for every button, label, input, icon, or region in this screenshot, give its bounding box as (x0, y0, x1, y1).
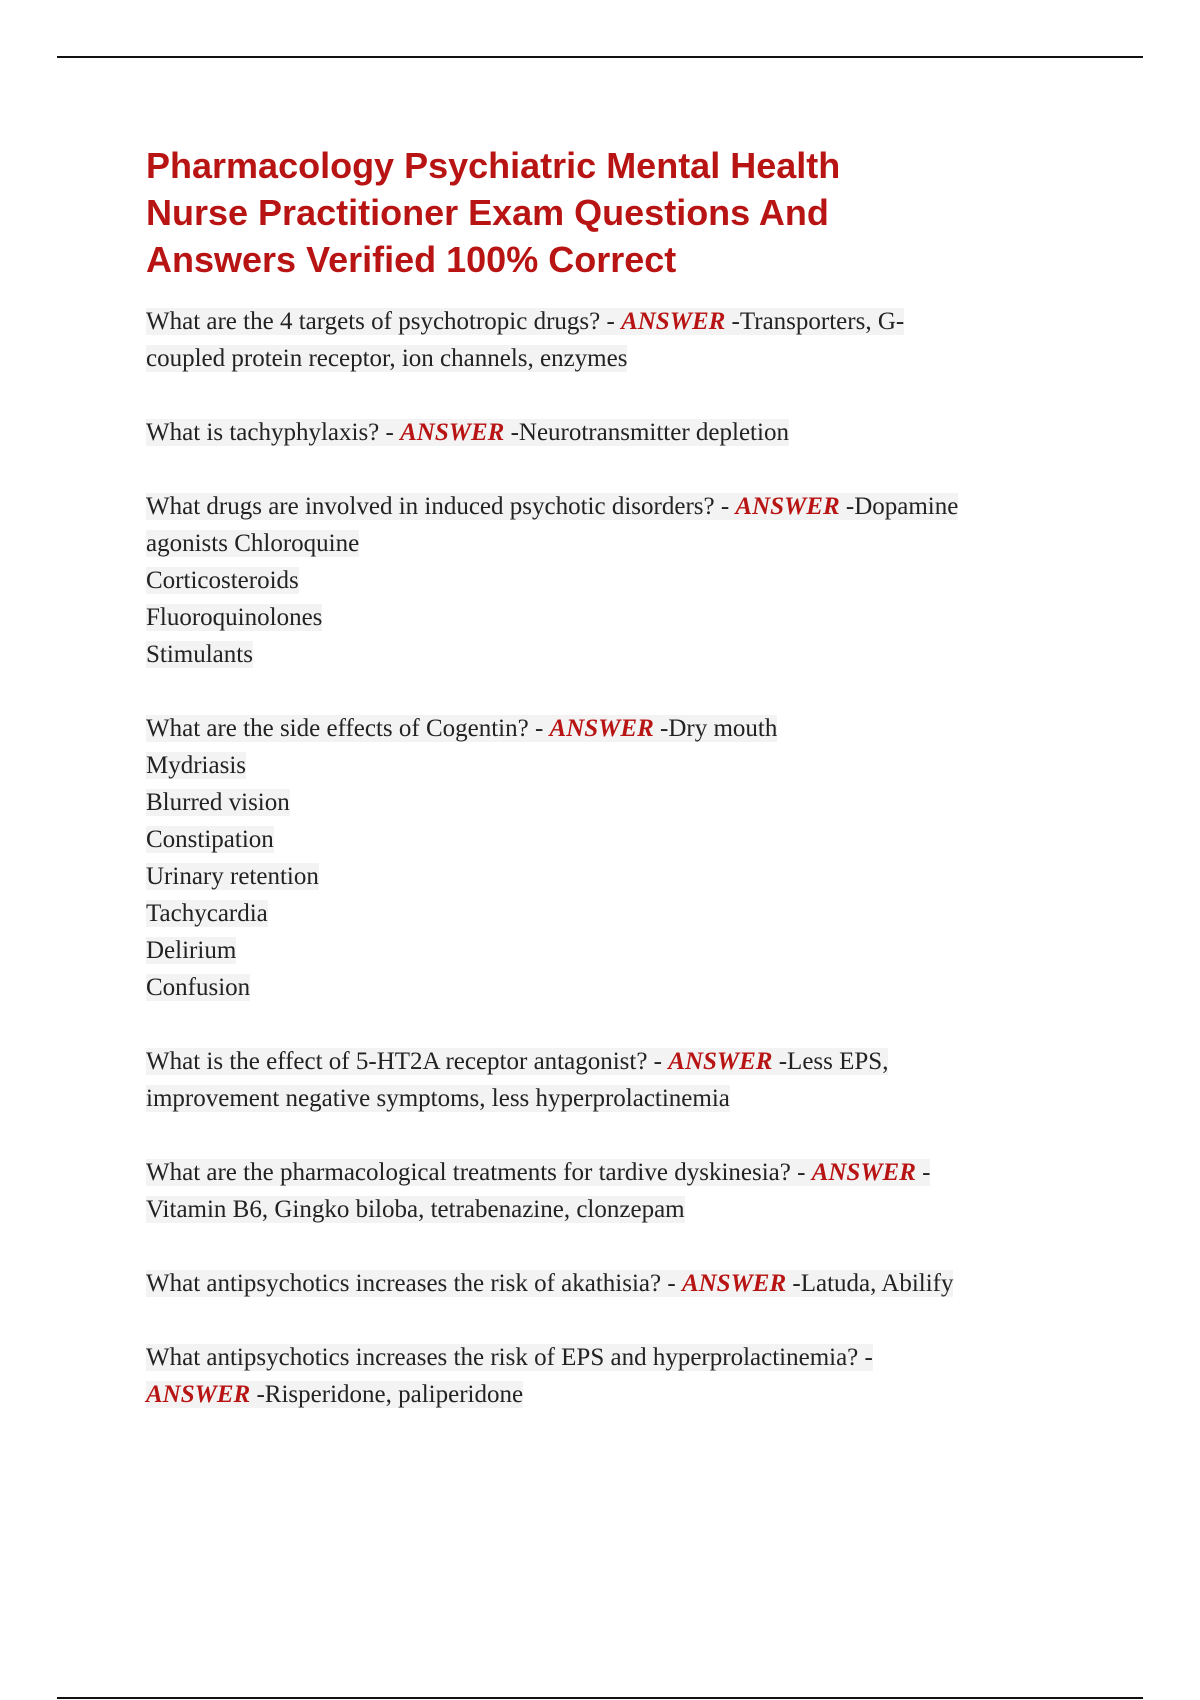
title-line: Answers Verified 100% Correct (146, 239, 677, 280)
question-text: What are the side effects of Cogentin? - (146, 715, 550, 742)
answer-line: agonists Chloroquine (146, 530, 360, 557)
answer-line: coupled protein receptor, ion channels, enzymes (146, 345, 628, 372)
answer-label: ANSWER (400, 419, 505, 446)
answer-label: ANSWER (621, 308, 726, 335)
answer-line: Constipation (146, 826, 274, 853)
answer-text: -Dry mouth (653, 715, 778, 742)
top-rule (57, 56, 1143, 58)
title-line: Nurse Practitioner Exam Questions And (146, 192, 829, 233)
answer-label: ANSWER (811, 1159, 916, 1186)
answer-label: ANSWER (146, 1381, 251, 1408)
answer-text: - (915, 1159, 931, 1186)
qa-item (146, 710, 1076, 1006)
qa-item (146, 1265, 1076, 1302)
question-text: What are the 4 targets of psychotropic drugs? - (146, 308, 622, 335)
answer-line: Delirium (146, 937, 237, 964)
answer-line: Fluoroquinolones (146, 604, 323, 631)
answer-line: Stimulants (146, 641, 253, 668)
answer-line: Vitamin B6, Gingko biloba, tetrabenazine, clonzepam (146, 1196, 685, 1223)
answer-text: -Dopamine (839, 493, 959, 520)
answer-line: Mydriasis (146, 752, 246, 779)
question-text: What are the pharmacological treatments for tardive dyskinesia? - (146, 1159, 812, 1186)
qa-item (146, 1154, 1076, 1228)
answer-label: ANSWER (681, 1270, 787, 1297)
answer-label: ANSWER (735, 493, 840, 520)
qa-item (146, 1339, 1076, 1413)
qa-item (146, 303, 1076, 377)
answer-line: Tachycardia (146, 900, 268, 927)
answer-line: Confusion (146, 974, 251, 1001)
answer-text: -Transporters, G- (725, 308, 905, 335)
answer-text: -Less EPS, (772, 1048, 889, 1075)
question-text: What drugs are involved in induced psychotic disorders? - (146, 493, 736, 520)
document-body (146, 142, 1076, 1450)
answer-line: improvement negative symptoms, less hyperprolactinemia (146, 1085, 730, 1112)
qa-item (146, 414, 1076, 451)
question-text: What is tachyphylaxis? - (146, 419, 401, 446)
document-title (146, 142, 1076, 283)
qa-item (146, 1043, 1076, 1117)
qa-item (146, 488, 1076, 673)
question-text: What antipsychotics increases the risk of akathisia? - (146, 1270, 682, 1297)
answer-label: ANSWER (549, 715, 654, 742)
answer-line: Urinary retention (146, 863, 319, 890)
question-text: What antipsychotics increases the risk of EPS and hyperprolactinemia? - (146, 1344, 873, 1371)
answer-text: -Risperidone, paliperidone (250, 1381, 524, 1408)
answer-line: Corticosteroids (146, 567, 299, 594)
answer-text: -Latuda, Abilify (786, 1270, 954, 1297)
question-text: What is the effect of 5-HT2A receptor antagonist? - (146, 1048, 669, 1075)
answer-label: ANSWER (668, 1048, 773, 1075)
answer-text: -Neurotransmitter depletion (504, 419, 789, 446)
title-line: Pharmacology Psychiatric Mental Health (146, 145, 841, 186)
answer-line: Blurred vision (146, 789, 290, 816)
bottom-rule (57, 1697, 1143, 1699)
